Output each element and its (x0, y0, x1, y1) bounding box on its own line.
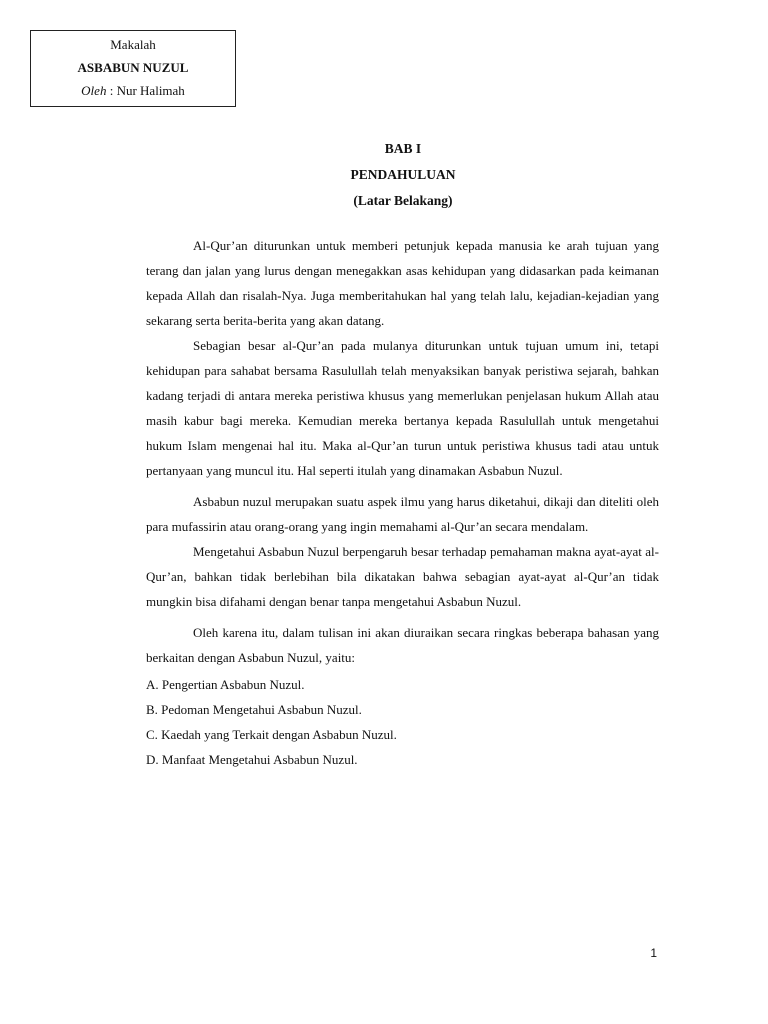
chapter-title: PENDAHULUAN (350, 167, 456, 182)
paragraph: Oleh karena itu, dalam tulisan ini akan diuraikan secara ringkas beberapa bahasan yang berkaitan dengan Asbabun Nuzul, yaitu: (146, 625, 659, 665)
list-item: C. Kaedah yang Terkait dengan Asbabun Nuzul. (146, 727, 397, 742)
chapter-heading (145, 136, 661, 214)
title-box (30, 30, 236, 107)
paragraph: Mengetahui Asbabun Nuzul berpengaruh besar terhadap pemahaman makna ayat-ayat al-Qur’an, bahkan tidak berlebihan bila dikatakan bahwa sebagian ayat-ayat al-Qur’an tidak mungkin bisa difahami dengan benar tanpa mengetahui Asbabun Nuzul. (146, 544, 659, 609)
page-number: 1 (650, 946, 657, 960)
paragraph: Al-Qur’an diturunkan untuk memberi petunjuk kepada manusia ke arah tujuan yang terang dan jalan yang lurus dengan menegakkan asas kehidupan yang didasarkan pada keimanan kepada Allah dan risalah-Nya. Juga memberitahukan hal yang telah lalu, kejadian-kejadian yang sekarang serta berita-berita yang akan datang. (146, 238, 659, 328)
author-name: Nur Halimah (116, 83, 185, 98)
topic-list (146, 672, 659, 772)
author-line (31, 79, 235, 102)
list-item: B. Pedoman Mengetahui Asbabun Nuzul. (146, 702, 362, 717)
document-title: ASBABUN NUZUL (77, 60, 189, 75)
document-type: Makalah (110, 37, 156, 52)
body-text (146, 233, 659, 772)
list-item: D. Manfaat Mengetahui Asbabun Nuzul. (146, 752, 358, 767)
paragraph: Asbabun nuzul merupakan suatu aspek ilmu yang harus diketahui, dikaji dan diteliti oleh para mufassirin atau orang-orang yang ingin memahami al-Qur’an secara mendalam. (146, 494, 659, 534)
chapter-number: BAB I (384, 141, 422, 156)
paragraph: Sebagian besar al-Qur’an pada mulanya diturunkan untuk tujuan umum ini, tetapi kehidupan para sahabat bersama Rasulullah telah menyaksikan banyak peristiwa sejarah, bahkan kadang terjadi di antara mereka peristiwa khusus yang memerlukan penjelasan hukum Allah atau masih kabur bagi mereka. Kemudian mereka bertanya kepada Rasulullah untuk mengetahui hukum Islam mengenai hal itu. Maka al-Qur’an turun untuk peristiwa khusus tadi atau untuk pertanyaan yang muncul itu. Hal seperti itulah yang dinamakan Asbabun Nuzul. (146, 338, 659, 478)
list-item: A. Pengertian Asbabun Nuzul. (146, 677, 305, 692)
author-prefix: Oleh (81, 83, 107, 98)
chapter-subtitle: (Latar Belakang) (353, 193, 453, 208)
author-separator: : (106, 83, 117, 98)
